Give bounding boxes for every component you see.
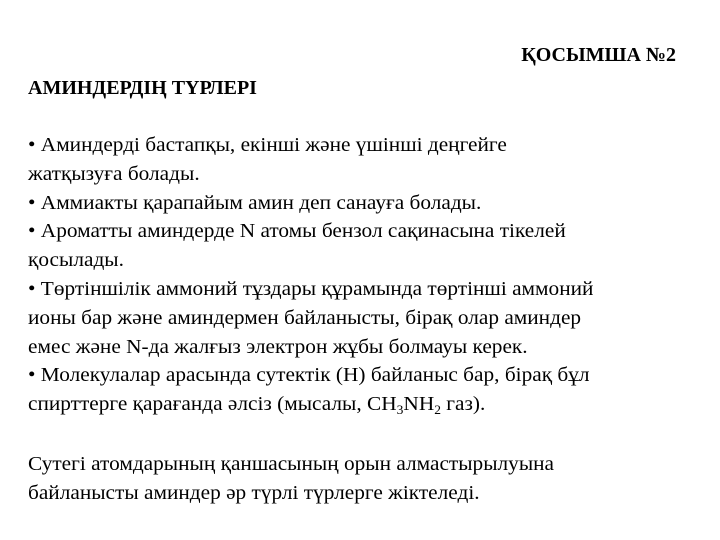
text: спирттерге қарағанда әлсіз (мысалы, (28, 393, 368, 416)
subscript: 3 (396, 402, 404, 418)
summary-paragraph (28, 450, 555, 508)
text: газ). (440, 393, 486, 416)
formula-nh: NH (403, 393, 435, 416)
bullet-line: • Молекулалар арасында сутектік (Н) байланыс бар, бірақ бұл (28, 364, 590, 387)
bullet-line: емес және N-да жалғыз электрон жұбы болмауы керек. (28, 335, 528, 358)
subscript: 2 (434, 402, 441, 418)
bullet-line: жатқызуға болады. (28, 162, 200, 185)
bullet-line-formula (28, 390, 720, 419)
paragraph-line: Сутегі атомдарының қаншасының орын алмастырылуына (28, 453, 555, 475)
bullet-list (28, 131, 708, 419)
bullet-line: • Төртіншілік аммоний тұздары құрамында төртінші аммоний (28, 277, 594, 300)
appendix-label: ҚОСЫМША №2 (521, 44, 676, 66)
bullet-line: • Аминдерді бастапқы, екінші және үшінші деңгейге (28, 134, 507, 156)
page-heading: АМИНДЕРДІҢ ТҮРЛЕРІ (28, 77, 257, 99)
paragraph-line: байланысты аминдер әр түрлі түрлерге жіктеледі. (28, 481, 480, 504)
bullet-line: қосылады. (28, 249, 124, 272)
bullet-line: • Аммиакты қарапайым амин деп санауға болады. (28, 191, 482, 214)
formula-ch: CH (367, 393, 397, 416)
bullet-line: • Ароматты аминдерде N атомы бензол сақинасына тікелей (28, 220, 566, 243)
bullet-line: ионы бар және аминдермен байланысты, бірақ олар аминдер (28, 306, 582, 329)
